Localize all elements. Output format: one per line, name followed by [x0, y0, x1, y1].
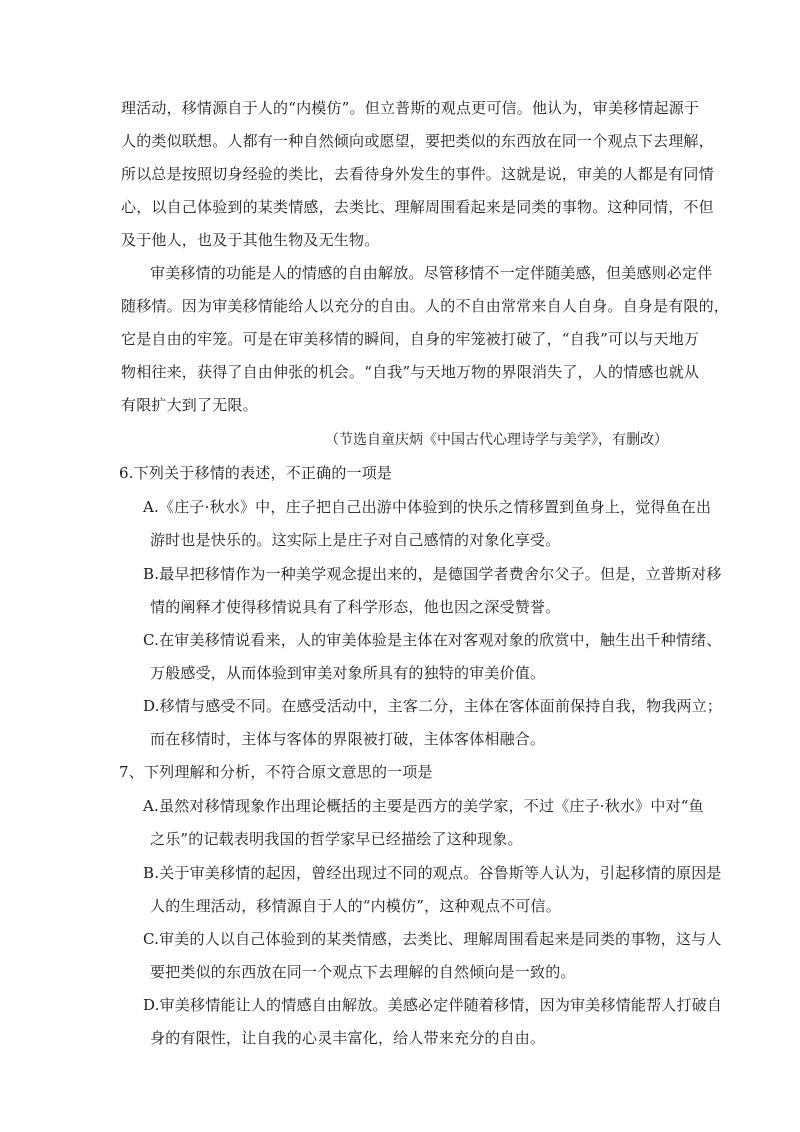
passage-line: 理活动，移情源自于人的“内模仿”。但立普斯的观点更可信。他认为，审美移情起源于	[121, 99, 700, 117]
option-b-line: B.最早把移情作为一种美学观念提出来的，是德国学者费舍尔父子。但是，立普斯对移	[143, 565, 722, 583]
option-d-line: 而在移情时，主体与客体的界限被打破，主体客体相融合。	[150, 730, 546, 748]
passage-line: 它是自由的牢笼。可是在审美移情的瞬间，自身的牢笼被打破了，“自我”可以与天地万	[121, 330, 700, 348]
question-stem: 7、下列理解和分析，不符合原文意思的一项是	[119, 763, 433, 781]
option-a-line: A.《庄子·秋水》中，庄子把自己出游中体验到的快乐之情移置到鱼身上，觉得鱼在出	[143, 498, 712, 516]
option-b-line: 情的阐释才使得移情说具有了科学形态，他也因之深受赞誉。	[150, 598, 561, 616]
option-a-line: 游时也是快乐的。这实际上是庄子对自己感情的对象化享受。	[150, 531, 561, 549]
passage-line: 及于他人，也及于其他生物及无生物。	[121, 231, 380, 249]
option-a-line: A.虽然对移情现象作出理论概括的主要是西方的美学家，不过《庄子·秋水》中对“鱼	[143, 797, 704, 815]
passage-line: 物相往来，获得了自由伸张的机会。“自我”与天地万物的界限消失了，人的情感也就从	[121, 363, 700, 381]
option-c-line: 万般感受，从而体验到审美对象所具有的独特的审美价值。	[150, 664, 546, 682]
passage-source: （节选自童庆炳《中国古代心理诗学与美学》，有删改）	[325, 432, 668, 448]
option-d-line: D.审美移情能让人的情感自由解放。美感必定伴随着移情，因为审美移情能帮人打破自	[143, 996, 723, 1014]
question-stem: 6.下列关于移情的表述，不正确的一项是	[119, 464, 393, 482]
passage-line: 审美移情的功能是人的情感的自由解放。尽管移情不一定伴随美感，但美感则必定伴	[150, 264, 713, 282]
option-c-line: 要把类似的东西放在同一个观点下去理解的自然倾向是一致的。	[150, 963, 576, 981]
passage-line: 人的类似联想。人都有一种自然倾向或愿望，要把类似的东西放在同一个观点下去理解，	[121, 132, 714, 150]
option-b-line: 人的生理活动，移情源自于人的“内模仿”，这种观点不可信。	[150, 897, 561, 915]
passage-line: 所以总是按照切身经验的类比，去看待身外发生的事件。这就是说，审美的人都是有同情	[121, 165, 714, 183]
passage-line: 随移情。因为审美移情能给人以充分的自由。人的不自由常常来自人自身。自身是有限的，	[121, 297, 730, 315]
option-c-line: C.在审美移情说看来，人的审美体验是主体在对客观对象的欣赏中，触生出千种情绪、	[143, 631, 722, 649]
option-b-line: B.关于审美移情的起因，曾经出现过不同的观点。谷鲁斯等人认为，引起移情的原因是	[143, 864, 722, 882]
option-d-line: 身的有限性，让自我的心灵丰富化，给人带来充分的自由。	[150, 1029, 546, 1047]
option-d-line: D.移情与感受不同。在感受活动中，主客二分，主体在客体面前保持自我，物我两立；	[143, 697, 723, 715]
passage-line: 心，以自己体验到的某类情感，去类比、理解周围看起来是同类的事物。这种同情，不但	[121, 198, 714, 216]
option-a-line: 之乐”的记载表明我国的哲学家早已经描绘了这种现象。	[150, 830, 523, 848]
passage-line: 有限扩大到了无限。	[121, 396, 258, 414]
option-c-line: C.审美的人以自己体验到的某类情感，去类比、理解周围看起来是同类的事物，这与人	[143, 930, 722, 948]
